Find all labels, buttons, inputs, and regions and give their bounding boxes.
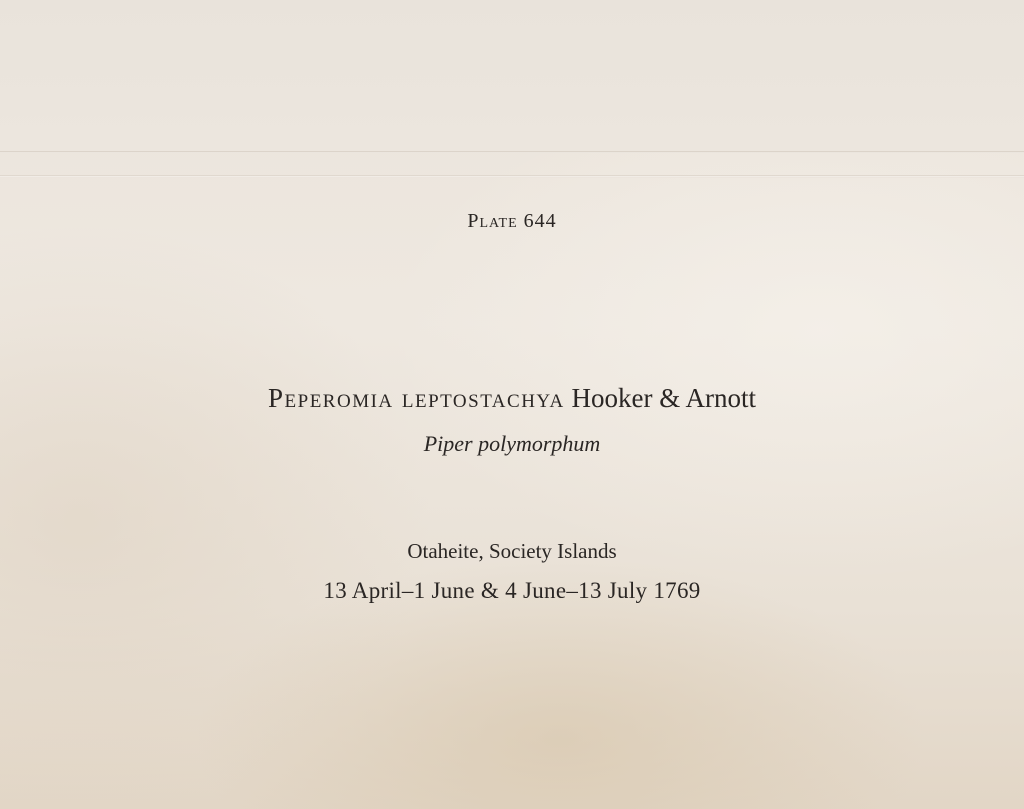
species-authority: Hooker & Arnott <box>571 383 756 413</box>
plate-number: Plate 644 <box>467 210 557 232</box>
collection-locality: Otaheite, Society Islands <box>407 539 617 563</box>
sheet-edge <box>0 151 1024 153</box>
fold-line <box>0 175 1024 178</box>
species-binomial: Peperomia leptostachya <box>268 383 565 413</box>
collection-dates: 13 April–1 June & 4 June–13 July 1769 <box>323 578 701 603</box>
species-name <box>0 383 1024 414</box>
overlapping-sheet <box>0 0 1024 152</box>
synonym-name: Piper polymorphum <box>423 431 601 456</box>
